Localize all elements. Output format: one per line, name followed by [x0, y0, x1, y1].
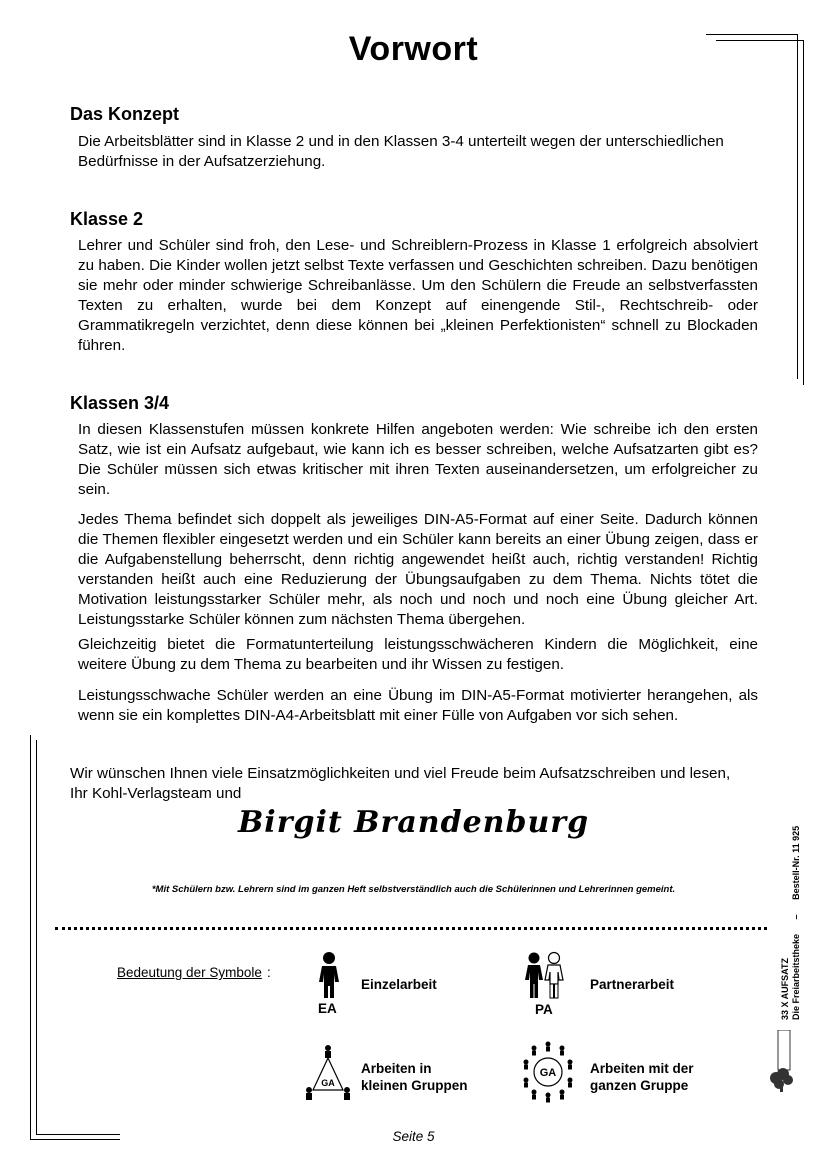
symbol-code-ga-large: GA — [539, 1067, 557, 1079]
symbol-label-kleine-gruppen — [361, 1060, 468, 1094]
frame-right-v2 — [803, 40, 804, 385]
heading-klasse-2: Klasse 2 — [70, 209, 144, 229]
legend-colon: : — [267, 965, 271, 980]
heading-klassen-3-4: Klassen 3/4 — [70, 393, 170, 413]
symbol-code-ga-small: GA — [321, 1078, 335, 1088]
heading-konzept: Das Konzept — [70, 104, 180, 124]
symbol-label-ganze-gruppe-2: ganzen Gruppe — [590, 1078, 689, 1093]
paragraph-klassen-3-4-2: Jedes Thema befindet sich doppelt als jeweiliges DIN-A5-Format auf einer Seite. Dadurch können die Themen flexibler eingesetzt werden und ein Schüler kann bereits an einer Übung zeigen, dass er die Aufgabenstellung beherrscht, denn richtig angewendet heißt auch, richtig verstanden! Richtig verstanden heißt auch eine Reduzierung der Übungsaufgaben zu dem Thema. Nichts tötet die Motivation leistungsstarker Schüler mehr, als noch und noch und noch eine Übung gleicher Art. Leistungsstarke Schüler können zum nächsten Thema übergehen. — [78, 511, 758, 628]
sidebar-separator: – — [791, 914, 801, 920]
sidebar-text-2: Die Freiarbeitstheke — [791, 933, 801, 1020]
frame-left-v1 — [30, 735, 31, 1140]
symbol-label-einzelarbeit: Einzelarbeit — [361, 977, 437, 992]
two-persons-icon — [522, 950, 566, 1002]
frame-right-v1 — [797, 34, 798, 379]
symbol-label-ganze-gruppe — [590, 1060, 694, 1094]
frame-left-v2 — [36, 740, 37, 1135]
symbol-code-pa: PA — [535, 1002, 553, 1017]
sidebar-product-line — [780, 780, 790, 1020]
symbol-label-kleine-gruppen-1: Arbeiten in — [361, 1061, 432, 1076]
paragraph-klassen-3-4-3: Gleichzeitig bietet die Formatunterteilung leistungsschwächeren Kindern die Möglichkeit, eine weitere Übung zu dem Thema zu bearbeiten und ihr Wissen zu festigen. — [78, 636, 758, 673]
paragraph-klasse-2: Lehrer und Schüler sind froh, den Lese- und Schreiblern-Prozess in Klasse 1 erfolgreich absolviert zu haben. Die Kinder wollen jetzt selbst Texte verfassen und Geschichten schreiben. Dazu benötigen sie mehr oder minder schwierige Schreibanlässe. Um den Schülern die Freude an selbstverfassten Texten zu erhalten, wurde bei dem Konzept auf einengende Stil-, Rechtschreib- oder Grammatikregeln verzichtet, denn diese können bei „kleinen Perfektionisten“ schnell zu Blockaden führen. — [78, 237, 758, 354]
small-group-icon — [303, 1044, 353, 1102]
closing-line-2: Ihr Kohl-Verlagsteam und — [70, 785, 242, 802]
whole-group-icon — [520, 1040, 576, 1104]
symbol-label-kleine-gruppen-2: kleinen Gruppen — [361, 1078, 468, 1093]
closing-text — [70, 764, 770, 804]
symbol-label-ganze-gruppe-1: Arbeiten mit der — [590, 1061, 694, 1076]
single-person-icon — [314, 950, 344, 1002]
footnote: *Mit Schülern bzw. Lehrern sind im ganzen Heft selbstverständlich auch die Schülerinnen und Lehrerinnen gemeint. — [151, 884, 676, 895]
sidebar-text-3: Bestell-Nr. 11 925 — [791, 825, 801, 900]
page-number: Seite 5 — [392, 1129, 435, 1144]
kohl-verlag-logo — [766, 1030, 796, 1092]
dotted-divider — [55, 927, 767, 930]
sidebar-text-1: 33 X AUFSATZ — [780, 957, 790, 1020]
page-title: Vorwort — [348, 30, 479, 68]
legend-label — [117, 965, 262, 980]
paragraph-klassen-3-4-4: Leistungsschwache Schüler werden an eine Übung im DIN-A5-Format motivierter herangehen, als wenn sie ein komplettes DIN-A4-Arbeitsblatt mit einer Fülle von Aufgaben vor sich sehen. — [78, 687, 758, 724]
legend-label-text: Bedeutung der Symbole — [117, 965, 262, 980]
closing-line-1: Wir wünschen Ihnen viele Einsatzmöglichkeiten und viel Freude beim Aufsatzschreiben und lesen, — [70, 765, 731, 782]
paragraph-klassen-3-4-1: In diesen Klassenstufen müssen konkrete Hilfen angeboten werden: Wie schreibe ich den ersten Satz, wie ist ein Aufsatz aufgebaut, wie kann ich es besser schreiben, welche Aufsatzarten gibt es? Die Schüler müssen sich etwas kritischer mit ihren Texten auseinandersetzen, um erfolgreicher zu sein. — [78, 421, 758, 498]
sidebar-order-line — [791, 780, 801, 1020]
symbol-label-partnerarbeit: Partnerarbeit — [590, 977, 675, 992]
signature: Birgit Brandenburg — [237, 805, 590, 840]
symbol-code-ea: EA — [318, 1001, 337, 1016]
paragraph-konzept: Die Arbeitsblätter sind in Klasse 2 und in den Klassen 3-4 unterteilt wegen der unterschiedlichen Bedürfnisse in der Aufsatzerziehung. — [78, 133, 724, 170]
